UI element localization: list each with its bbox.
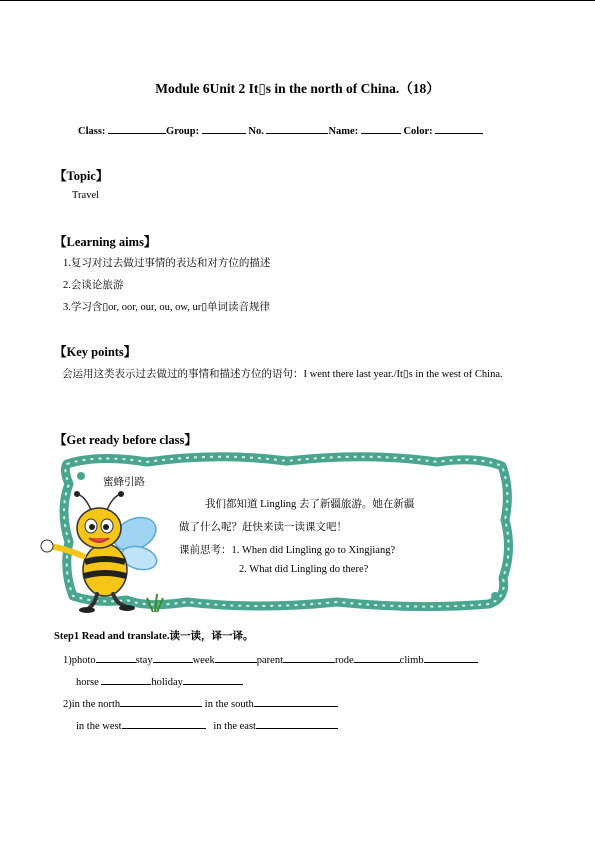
answer-blank[interactable] <box>183 674 243 685</box>
banner-line: 做了什么呢？赶快来读一读课文吧！ <box>179 522 347 533</box>
banner-label: 蜜蜂引路 <box>103 477 145 488</box>
answer-blank[interactable] <box>153 652 193 663</box>
row-number: 1) <box>63 655 72 666</box>
vocab-word: stay <box>135 655 153 666</box>
no-label: No. <box>248 126 264 137</box>
tips-banner <box>37 450 519 616</box>
no-blank[interactable] <box>266 123 328 134</box>
vocab-phrase: in the east <box>213 721 256 732</box>
vocab-word: rode <box>335 655 354 666</box>
learning-aims-heading: 【Learning aims】 <box>54 235 157 249</box>
color-blank[interactable] <box>435 123 483 134</box>
name-blank[interactable] <box>361 123 401 134</box>
answer-blank[interactable] <box>424 652 478 663</box>
answer-blank[interactable] <box>215 652 257 663</box>
row-number: 2) <box>63 699 72 710</box>
name-label: Name: <box>328 126 359 137</box>
vocab-phrase: in the north <box>71 699 121 710</box>
vocab-row <box>76 674 243 688</box>
vocab-word: week <box>192 655 215 666</box>
vocab-word: holiday <box>151 677 183 688</box>
class-label: Class: <box>78 126 106 137</box>
class-blank[interactable] <box>108 123 166 134</box>
answer-blank[interactable] <box>120 696 202 707</box>
page-title: Module 6Unit 2 It▯s in the north of China.（18） <box>155 81 440 96</box>
vocab-row <box>76 718 338 732</box>
group-blank[interactable] <box>202 123 246 134</box>
banner-question: 课前思考：1. When did Lingling go to Xingjiang? <box>179 545 396 556</box>
bee-mascot-icon <box>37 486 167 616</box>
answer-blank[interactable] <box>354 652 400 663</box>
answer-blank[interactable] <box>254 696 338 707</box>
top-rule <box>0 0 595 1</box>
vocab-word: horse <box>76 677 99 688</box>
vocab-word: photo <box>71 655 96 666</box>
answer-blank[interactable] <box>256 718 338 729</box>
aim-item: 2.会谈论旅游 <box>63 280 124 291</box>
vocab-row <box>63 696 338 710</box>
get-ready-heading: 【Get ready before class】 <box>54 433 197 447</box>
color-label: Color: <box>403 126 433 137</box>
vocab-row <box>63 652 478 666</box>
group-label: Group: <box>166 126 200 137</box>
topic-heading: 【Topic】 <box>54 169 109 183</box>
key-points-heading: 【Key points】 <box>54 345 137 359</box>
answer-blank[interactable] <box>122 718 206 729</box>
answer-blank[interactable] <box>101 674 151 685</box>
aim-item: 1.复习对过去做过事情的表达和对方位的描述 <box>63 258 271 269</box>
answer-blank[interactable] <box>283 652 335 663</box>
key-points-text: 会运用这类表示过去做过的事情和描述方位的语句：I went there last year./It▯s in the west of China. <box>62 369 503 380</box>
banner-question: 2. What did Lingling do there? <box>239 564 369 575</box>
vocab-word: parent <box>256 655 283 666</box>
answer-blank[interactable] <box>96 652 136 663</box>
banner-line: 我们都知道 Lingling 去了新疆旅游。她在新疆 <box>205 499 415 510</box>
vocab-word: climb <box>399 655 424 666</box>
vocab-phrase: in the west <box>76 721 122 732</box>
aim-item: 3.学习含▯or, oor, our, ou, ow, ur▯单词读音规律 <box>63 302 271 313</box>
student-info-line <box>78 123 483 137</box>
step1-heading: Step1 Read and translate.读一读，译一译。 <box>54 631 254 642</box>
vocab-phrase: in the south <box>204 699 254 710</box>
topic-text: Travel <box>72 190 100 201</box>
